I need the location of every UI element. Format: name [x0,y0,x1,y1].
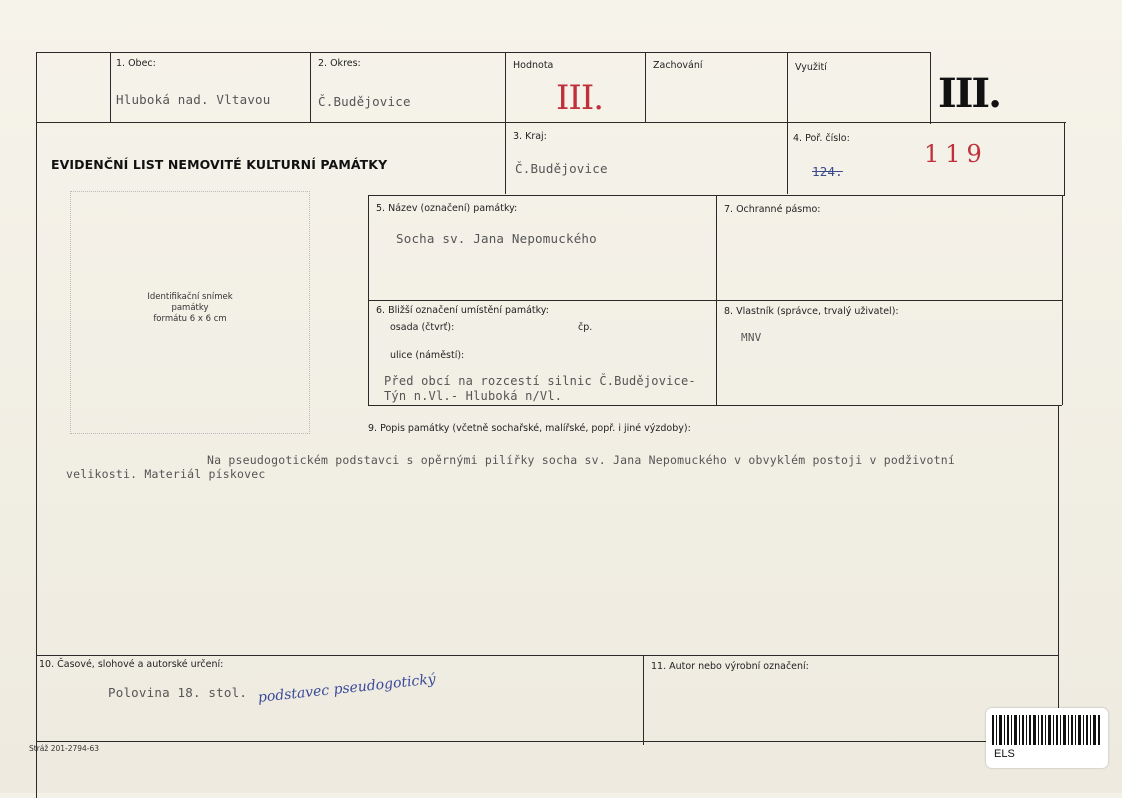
photo-caption-line2: památky [171,303,209,313]
ochranne-label: 7. Ochranné pásmo: [724,204,821,215]
por-cislo-label: 4. Poř. číslo: [793,133,850,144]
nazev-value: Socha sv. Jana Nepomuckého [396,231,597,246]
nazev-label: 5. Název (označení) památky: [376,203,518,214]
casove-handwritten: podstavec pseudogotický [257,671,437,706]
class-mark: III. [938,70,1001,117]
cp-label: čp. [578,322,593,333]
zachovani-label: Zachování [653,60,703,71]
osada-label: osada (čtvrť): [390,322,455,333]
rule-right-mid [1062,195,1063,405]
photo-caption-line1: Identifikační snímek [147,292,233,302]
barcode-icon [992,715,1102,745]
por-cislo-new: 119 [924,140,988,168]
form-title: EVIDENČNÍ LIST NEMOVITÉ KULTURNÍ PAMÁTKY [51,157,388,172]
autor-label: 11. Autor nebo výrobní označení: [651,661,809,672]
rule-v3 [505,52,506,194]
okres-label: 2. Okres: [318,58,361,69]
hodnota-label: Hodnota [513,60,554,71]
kraj-label: 3. Kraj: [513,131,547,142]
rule-v2 [310,52,311,122]
rule-v9 [643,655,644,745]
rule-right-bottom [1058,655,1059,709]
obec-label: 1. Obec: [116,58,156,69]
rule-h6 [36,655,1059,656]
vlastnik-value: MNV [741,331,762,344]
rule-right-low [1058,405,1059,655]
vlastnik-label: 8. Vlastník (správce, trvalý uživatel): [724,306,899,317]
casove-value: Polovina 18. stol. [108,685,248,700]
obec-value: Hluboká nad. Vltavou [116,92,271,107]
photo-caption [71,292,309,325]
rule-h4 [368,300,1062,301]
vyuziti-label: Využití [795,62,827,73]
footer-print-code: Stráž 201-2794-63 [29,744,100,753]
photo-caption-line3: formátu 6 x 6 cm [153,314,227,324]
blizsi-label: 6. Bližší označení umístění památky: [376,305,549,316]
hodnota-value: III. [556,78,604,118]
rule-v6 [930,52,931,124]
popis-line-1: Na pseudogotickém podstavci s opěrnými pilířky socha sv. Jana Nepomuckého v obvyklém postoji v podživotní [207,453,955,467]
blizsi-value-2: Týn n.Vl.- Hluboká n/Vl. [384,389,563,403]
por-cislo-old: 124. [812,164,843,179]
rule-top [36,52,931,53]
popis-label: 9. Popis památky (včetně sochařské, malířské, popř. i jiné výzdoby): [368,423,691,434]
casove-label: 10. Časové, slohové a autorské určení: [39,659,224,670]
rule-v5 [787,52,788,194]
rule-v1 [110,52,111,122]
rule-v4 [645,52,646,122]
barcode-text: ELS [994,748,1015,760]
rule-h2 [36,122,1066,123]
okres-value: Č.Budějovice [318,94,411,109]
popis-line-2: velikosti. Materiál pískovec [66,467,266,481]
ulice-label: ulice (náměstí): [390,350,465,361]
barcode-sticker [986,708,1108,768]
rule-left [36,52,37,798]
rule-bottom [36,741,986,742]
rule-h5 [368,405,1062,406]
kraj-value: Č.Budějovice [515,161,608,176]
photo-placeholder [70,191,310,434]
blizsi-value-1: Před obcí na rozcestí silnic Č.Budějovice- [384,374,696,388]
rule-right-top [1064,122,1065,196]
